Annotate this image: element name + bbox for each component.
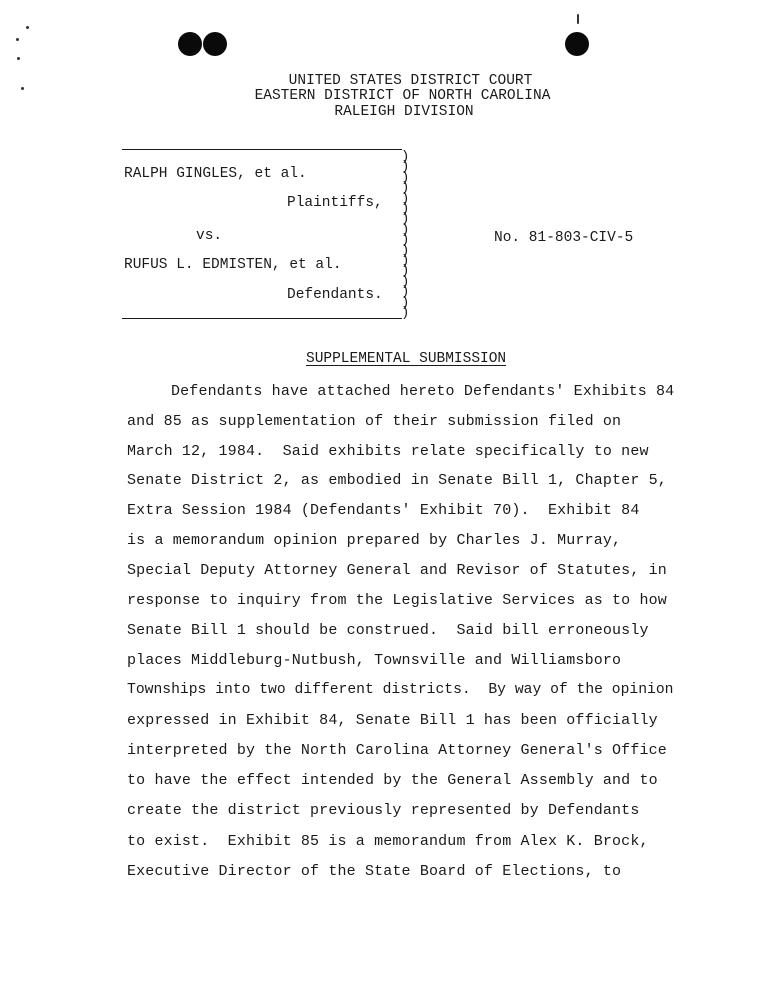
body-line: create the district previously represented by Defendants [127, 802, 640, 819]
body-line: and 85 as supplementation of their submission filed on [127, 413, 622, 430]
body-line: to have the effect intended by the General Assembly and to [127, 772, 658, 789]
scan-speck [16, 38, 19, 41]
body-line: Extra Session 1984 (Defendants' Exhibit 70). Exhibit 84 [127, 502, 640, 519]
court-name: UNITED STATES DISTRICT COURT [288, 73, 533, 89]
document-title: SUPPLEMENTAL SUBMISSION [306, 351, 507, 367]
versus: vs. [196, 228, 223, 244]
case-number: No. 81-803-CIV-5 [494, 230, 634, 246]
court-division: RALEIGH DIVISION [334, 104, 474, 120]
body-line: March 12, 1984. Said exhibits relate specifically to new [127, 443, 649, 460]
scan-speck [577, 14, 579, 24]
body-line: interpreted by the North Carolina Attorney General's Office [127, 742, 667, 759]
body-line: Senate District 2, as embodied in Senate Bill 1, Chapter 5, [127, 472, 667, 489]
punch-hole-right [565, 32, 589, 56]
body-line: expressed in Exhibit 84, Senate Bill 1 has been officially [127, 712, 658, 729]
scan-speck [26, 26, 29, 29]
defendant-role: Defendants. [287, 287, 383, 303]
plaintiff-name: RALPH GINGLES, et al. [124, 166, 307, 182]
body-line: Defendants have attached hereto Defendants' Exhibits 84 [171, 383, 675, 400]
body-line: Executive Director of the State Board of Elections, to [127, 863, 622, 880]
body-line: to exist. Exhibit 85 is a memorandum from Alex K. Brock, [127, 833, 649, 850]
body-line: Special Deputy Attorney General and Revisor of Statutes, in [127, 562, 667, 579]
body-line: Townships into two different districts. By way of the opinion [127, 682, 674, 698]
caption-bottom-rule [122, 318, 402, 319]
body-line: places Middleburg-Nutbush, Townsville and Williamsboro [127, 652, 622, 669]
caption-top-rule [122, 149, 402, 150]
punch-hole-left-2 [203, 32, 227, 56]
body-line: Senate Bill 1 should be construed. Said bill erroneously [127, 622, 649, 639]
body-line: response to inquiry from the Legislative Services as to how [127, 592, 667, 609]
plaintiff-role: Plaintiffs, [287, 195, 383, 211]
court-district: EASTERN DISTRICT OF NORTH CAROLINA [254, 88, 551, 104]
scan-speck [17, 57, 20, 60]
defendant-name: RUFUS L. EDMISTEN, et al. [124, 257, 342, 273]
body-line: is a memorandum opinion prepared by Charles J. Murray, [127, 532, 622, 549]
punch-hole-left-1 [178, 32, 202, 56]
caption-bracket: ) ) ) ) ) ) ) ) ) ) ) ) ) ) ) ) [401, 149, 410, 322]
